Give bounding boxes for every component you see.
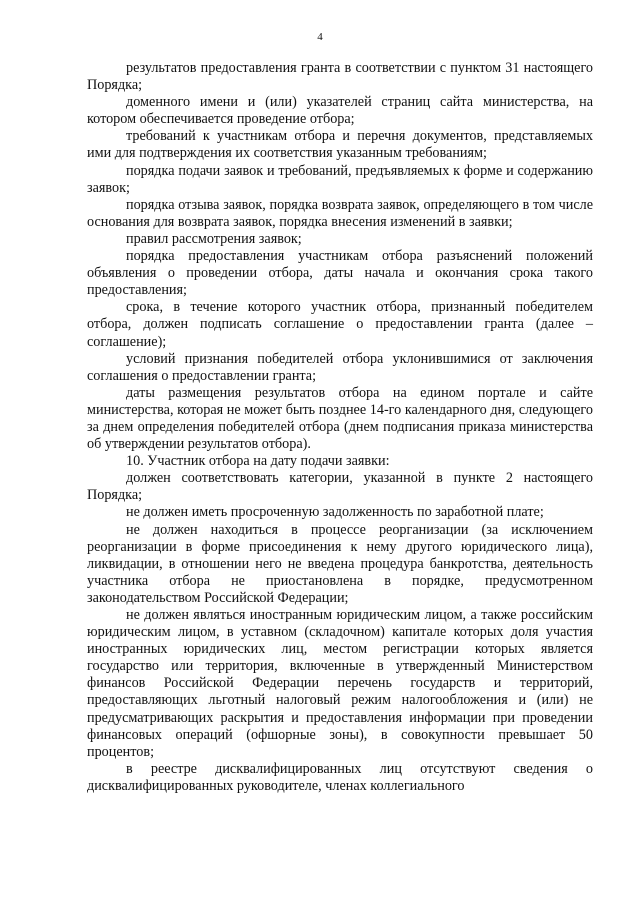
paragraph: порядка подачи заявок и требований, предъявляемых к форме и содержанию заявок; [87,162,593,196]
paragraph: правил рассмотрения заявок; [126,230,302,247]
paragraph: должен соответствовать категории, указанной в пункте 2 настоящего Порядка; [87,470,593,504]
paragraph: порядка отзыва заявок, порядка возврата заявок, определяющего в том числе основания для возврата заявок, порядка внесения изменений в заявки; [87,196,593,230]
paragraph: не должен являться иностранным юридическим лицом, а также российским юридическим лицом, в уставном (складочном) капитале которых доля участия иностранных юридических лиц, местом регистрации которых является государство или территория, включенные в утвержденный Министерством финансов Российской Федерации перечень государств и территорий, предоставляющих льготный налоговый режим налогообложения и (или) не предусматривающих раскрытия и предоставления информации при проведении финансовых операций (офшорные зоны), в совокупности превышает 50 процентов; [87,607,593,760]
paragraph: условий признания победителей отбора уклонившимися от заключения соглашения о предоставлении гранта; [87,350,593,384]
paragraph: доменного имени и (или) указателей страниц сайта министерства, на котором обеспечивается проведение отбора; [87,94,593,128]
paragraph: порядка предоставления участникам отбора разъяснений положений объявления о проведении отбора, даты начала и окончания срока такого предоставления; [87,248,593,299]
paragraph: срока, в течение которого участник отбора, признанный победителем отбора, должен подписать соглашение о предоставлении гранта (далее – соглашение); [87,299,593,350]
page-number: 4 [317,31,323,43]
document-body [87,60,593,795]
paragraph: не должен иметь просроченную задолженность по заработной плате; [126,504,544,521]
paragraph: требований к участникам отбора и перечня документов, представляемых ими для подтверждения их соответствия указанным требованиям; [87,128,593,162]
paragraph: в реестре дисквалифицированных лиц отсутствуют сведения о дисквалифицированных руководителе, членах коллегиального [87,760,593,794]
paragraph: результатов предоставления гранта в соответствии с пунктом 31 настоящего Порядка; [87,60,593,94]
section-heading: 10. Участник отбора на дату подачи заявки: [126,453,390,470]
paragraph: не должен находиться в процессе реорганизации (за исключением реорганизации в форме присоединения к нему другого юридического лица), ликвидации, в отношении него не введена процедура банкротства, деятельность участника отбора не приостановлена в порядке, предусмотренном законодательством Российской Федерации; [87,521,593,606]
paragraph: даты размещения результатов отбора на едином портале и сайте министерства, которая не может быть позднее 14-го календарного дня, следующего за днем определения победителей отбора (днем подписания приказа министерства об утверждении результатов отбора). [87,384,593,453]
